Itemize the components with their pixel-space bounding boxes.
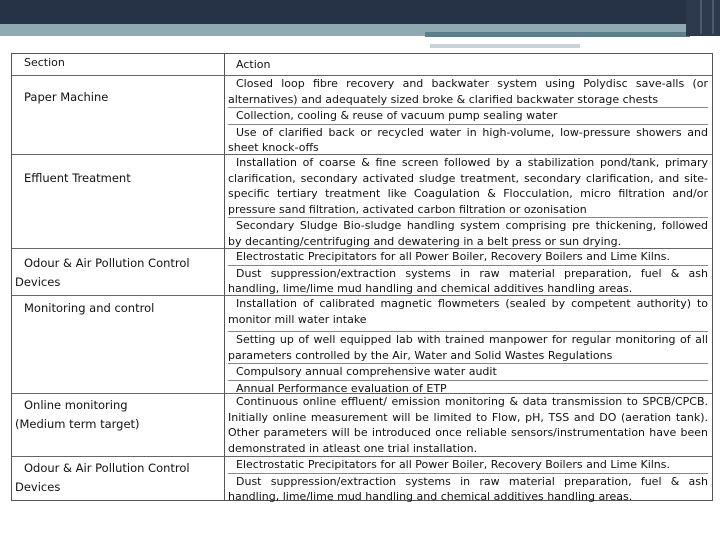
section-cell: Effluent Treatment bbox=[12, 155, 225, 248]
action-item: Secondary Sludge Bio-sludge handling system comprising pre thickening, followed by decanting/centrifuging and dewatering in a belt press or sun drying. bbox=[228, 219, 708, 248]
section-line: Odour & Air Pollution Control bbox=[24, 461, 190, 475]
table-row-effluent-treatment bbox=[12, 154, 712, 248]
header-section: Section bbox=[12, 54, 225, 75]
action-item: Dust suppression/extraction systems in raw material preparation, fuel & ash handling, lime/lime mud handling and chemical additives handling areas. bbox=[228, 266, 708, 295]
action-cell bbox=[225, 394, 712, 456]
action-item: Collection, cooling & reuse of vacuum pump sealing water bbox=[228, 107, 708, 124]
action-item: Continuous online effluent/ emission monitoring & data transmission to SPCB/CPCB. Initially online measurement will be limited to Flow, pH, TSS and DO (aeration tank). Other parameters will be introduced once reliable sensors/instrumentation have been demonstrated in atleast one trial installation. bbox=[228, 395, 708, 455]
section-cell bbox=[12, 394, 225, 456]
table-row-odour-air-pollution bbox=[12, 248, 712, 295]
actions-table bbox=[11, 53, 713, 501]
corner-stripe bbox=[712, 0, 714, 34]
table-header-row bbox=[12, 54, 712, 75]
table-row-paper-machine bbox=[12, 75, 712, 154]
action-item: Installation of coarse & fine screen followed by a stabilization pond/tank, primary clarification, secondary activated sludge treatment, secondary clarification, and site-specific tertiary treatment like Coagulation & Flocculation, micro filtration and/or pressure sand filtration, activated carbon filtration or ozonisation bbox=[228, 156, 708, 216]
section-line: Online monitoring bbox=[24, 398, 128, 412]
corner-stripe bbox=[700, 0, 702, 34]
header-accent-bar bbox=[425, 32, 690, 37]
section-line: (Medium term target) bbox=[15, 417, 140, 431]
action-item: Electrostatic Precipitators for all Power Boiler, Recovery Boilers and Lime Kilns. bbox=[236, 458, 671, 471]
action-cell bbox=[225, 296, 712, 393]
action-item: Use of clarified back or recycled water in high-volume, low-pressure showers and sheet knock-offs bbox=[228, 125, 708, 154]
table-row-monitoring bbox=[12, 295, 712, 393]
header-accent-line bbox=[430, 44, 580, 48]
action-item: Dust suppression/extraction systems in raw material preparation, fuel & ash handling, lime/lime mud handling and chemical additives handling areas. bbox=[228, 474, 708, 503]
section-line: Devices bbox=[15, 275, 61, 289]
section-cell bbox=[12, 457, 225, 500]
section-cell: Paper Machine bbox=[12, 76, 225, 154]
section-cell: Monitoring and control bbox=[12, 296, 225, 393]
action-cell bbox=[225, 155, 712, 248]
table-row-online-monitoring bbox=[12, 393, 712, 456]
action-cell bbox=[225, 76, 712, 154]
header-action: Action bbox=[236, 58, 271, 71]
action-item: Setting up of well equipped lab with trained manpower for regular monitoring of all parameters controlled by the Air, Water and Solid Wastes Regulations bbox=[228, 333, 708, 362]
table-row-odour-air-pollution bbox=[12, 456, 712, 503]
corner-decoration bbox=[686, 0, 720, 36]
section-line: Odour & Air Pollution Control bbox=[24, 256, 190, 270]
top-banner bbox=[0, 0, 720, 24]
section-cell bbox=[12, 249, 225, 295]
action-cell bbox=[225, 249, 712, 295]
action-item: Closed loop fibre recovery and backwater system using Polydisc save-alls (or alternatives) and adequately sized broke & clarified backwater storage chests bbox=[228, 77, 708, 106]
action-item: Installation of calibrated magnetic flowmeters (sealed by competent authority) to monitor mill water intake bbox=[228, 297, 708, 326]
action-item: Electrostatic Precipitators for all Power Boiler, Recovery Boilers and Lime Kilns. bbox=[236, 250, 671, 263]
action-item: Compulsory annual comprehensive water audit bbox=[228, 363, 708, 380]
section-line: Devices bbox=[15, 480, 61, 494]
action-cell bbox=[225, 457, 712, 503]
action-item: Annual Performance evaluation of ETP bbox=[228, 380, 708, 397]
